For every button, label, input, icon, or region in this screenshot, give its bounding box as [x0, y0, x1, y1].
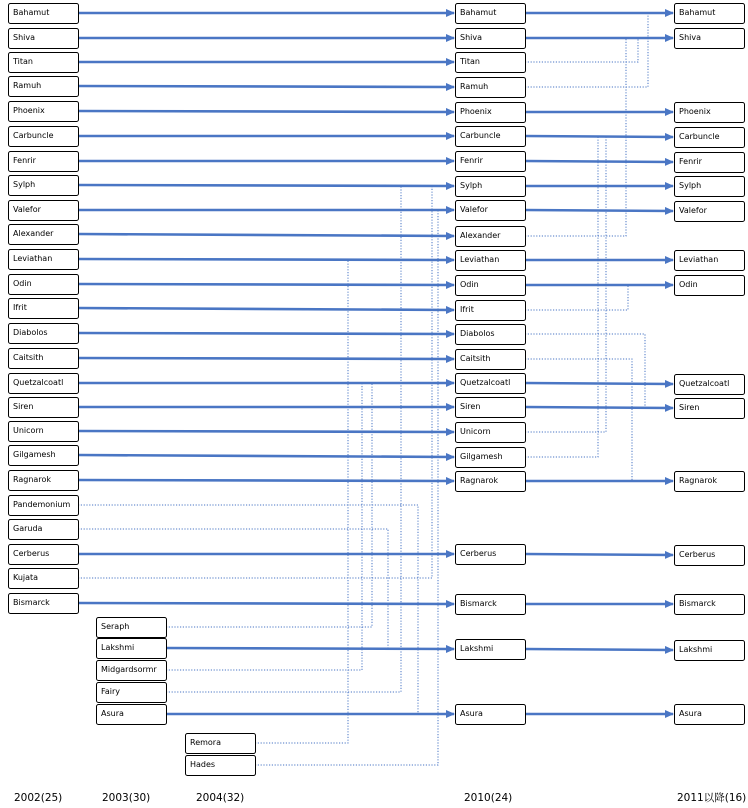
- node-label: Caitsith: [460, 354, 491, 363]
- node-a-siren: [9, 398, 79, 418]
- node-d-quetzalcoatl: [456, 374, 526, 394]
- node-e-valefor: [675, 202, 745, 222]
- node-d-carbuncle: [456, 127, 526, 147]
- node-label: Caitsith: [13, 353, 44, 362]
- arrow-d_lakshmi-to-e_lakshmi: [525, 649, 673, 650]
- node-label: Ragnarok: [13, 475, 51, 484]
- node-label: Shiva: [460, 33, 483, 42]
- node-b-fairy: [97, 683, 167, 703]
- node-a-quetzalcoatl: [9, 374, 79, 394]
- node-a-ifrit: [9, 299, 79, 319]
- node-label: Kujata: [13, 573, 39, 582]
- node-label: Leviathan: [460, 255, 500, 264]
- node-d-asura: [456, 705, 526, 725]
- node-label: Phoenix: [460, 107, 492, 116]
- dotted-connector-b_fairy-to-d_sylph: [166, 186, 401, 692]
- node-a-garuda: [9, 520, 79, 540]
- node-label: Titan: [13, 57, 33, 66]
- node-label: Valefor: [13, 205, 41, 214]
- node-label: Phoenix: [13, 106, 45, 115]
- node-d-leviathan: [456, 251, 526, 271]
- arrow-a_leviathan-to-d_leviathan: [78, 259, 454, 260]
- node-label: Carbuncle: [679, 132, 720, 141]
- node-label: Odin: [679, 280, 698, 289]
- dotted-connector-c_hades-to-d_valefor: [255, 210, 438, 765]
- node-label: Fenrir: [679, 157, 702, 166]
- node-label: Sylph: [460, 181, 483, 190]
- node-a-pandemonium: [9, 496, 79, 516]
- node-label: Fenrir: [460, 156, 483, 165]
- node-a-bismarck: [9, 594, 79, 614]
- node-label: Bismarck: [460, 599, 497, 608]
- year-label-y2010: 2010(24): [464, 792, 513, 804]
- node-label: Phoenix: [679, 107, 711, 116]
- node-e-quetzalcoatl: [675, 375, 745, 395]
- arrow-d_siren-to-e_siren: [525, 407, 673, 408]
- node-a-titan: [9, 53, 79, 73]
- node-label: Pandemonium: [13, 500, 71, 509]
- node-a-diabolos: [9, 324, 79, 344]
- node-label: Diabolos: [13, 328, 48, 337]
- arrow-a_unicorn-to-d_unicorn: [78, 431, 454, 432]
- node-d-odin: [456, 276, 526, 296]
- node-label: Valefor: [679, 206, 707, 215]
- node-label: Odin: [460, 280, 479, 289]
- node-label: Quetzalcoatl: [460, 378, 511, 387]
- node-label: Cerberus: [13, 549, 50, 558]
- node-a-leviathan: [9, 250, 79, 270]
- arrow-a_ramuh-to-d_ramuh: [78, 86, 454, 87]
- arrow-a_alexander-to-d_alexander: [78, 234, 454, 236]
- node-d-sylph: [456, 177, 526, 197]
- node-d-ragnarok: [456, 472, 526, 492]
- node-label: Fairy: [101, 687, 121, 696]
- year-label-y2003: 2003(30): [102, 792, 151, 804]
- node-label: Garuda: [13, 524, 43, 533]
- node-label: Sylph: [679, 181, 702, 190]
- node-a-phoenix: [9, 102, 79, 122]
- node-d-phoenix: [456, 103, 526, 123]
- node-label: Cerberus: [679, 550, 716, 559]
- arrow-a_odin-to-d_odin: [78, 284, 454, 285]
- node-e-ragnarok: [675, 472, 745, 492]
- node-label: Odin: [13, 279, 32, 288]
- node-label: Carbuncle: [13, 131, 54, 140]
- node-e-lakshmi: [675, 641, 745, 661]
- node-c-hades: [186, 756, 256, 776]
- year-label-layer: [14, 791, 746, 804]
- node-d-unicorn: [456, 423, 526, 443]
- dotted-connector-d_ramuh-to-e_bahamut: [525, 13, 648, 87]
- node-layer: [9, 4, 745, 776]
- node-label: Quetzalcoatl: [13, 378, 64, 387]
- node-d-lakshmi: [456, 640, 526, 660]
- node-label: Siren: [679, 403, 700, 412]
- node-e-carbuncle: [675, 128, 745, 148]
- node-d-shiva: [456, 29, 526, 49]
- arrow-a_ragnarok-to-d_ragnarok: [78, 480, 454, 481]
- node-e-cerberus: [675, 546, 745, 566]
- node-b-asura: [97, 705, 167, 725]
- node-label: Alexander: [13, 229, 54, 238]
- node-a-cerberus: [9, 545, 79, 565]
- node-a-carbuncle: [9, 127, 79, 147]
- node-a-ramuh: [9, 77, 79, 97]
- node-d-valefor: [456, 201, 526, 221]
- node-d-ifrit: [456, 301, 526, 321]
- node-e-sylph: [675, 177, 745, 197]
- node-label: Sylph: [13, 180, 36, 189]
- node-e-siren: [675, 399, 745, 419]
- node-b-lakshmi: [97, 639, 167, 659]
- year-label-y2004: 2004(32): [196, 792, 245, 804]
- node-d-ramuh: [456, 78, 526, 98]
- node-a-gilgamesh: [9, 446, 79, 466]
- node-label: Seraph: [101, 622, 130, 631]
- node-label: Shiva: [13, 33, 36, 42]
- arrow-a_phoenix-to-d_phoenix: [78, 111, 454, 112]
- node-label: Carbuncle: [460, 131, 501, 140]
- node-label: Asura: [460, 709, 483, 718]
- arrow-a_sylph-to-d_sylph: [78, 185, 454, 186]
- node-a-odin: [9, 275, 79, 295]
- dotted-connector-d_diabolos-to-e_siren: [525, 334, 645, 408]
- year-label-y2002: 2002(25): [14, 792, 63, 804]
- node-label: Leviathan: [679, 255, 719, 264]
- node-label: Quetzalcoatl: [679, 379, 730, 388]
- node-label: Bismarck: [13, 598, 50, 607]
- node-e-phoenix: [675, 103, 745, 123]
- node-a-unicorn: [9, 422, 79, 442]
- node-d-bismarck: [456, 595, 526, 615]
- node-e-bismarck: [675, 595, 745, 615]
- node-label: Bahamut: [13, 8, 50, 17]
- node-label: Gilgamesh: [13, 450, 56, 459]
- node-label: Hades: [190, 760, 216, 769]
- node-d-fenrir: [456, 152, 526, 172]
- node-label: Bahamut: [460, 8, 497, 17]
- node-label: Unicorn: [460, 427, 491, 436]
- node-label: Gilgamesh: [460, 452, 503, 461]
- node-label: Remora: [190, 738, 221, 747]
- node-d-titan: [456, 53, 526, 73]
- node-a-sylph: [9, 176, 79, 196]
- node-label: Titan: [460, 57, 480, 66]
- node-label: Ragnarok: [460, 476, 498, 485]
- node-d-cerberus: [456, 545, 526, 565]
- arrow-d_fenrir-to-e_fenrir: [525, 161, 673, 162]
- arrow-a_bismarck-to-d_bismarck: [78, 603, 454, 604]
- node-label: Valefor: [460, 205, 488, 214]
- arrow-a_caitsith-to-d_caitsith: [78, 358, 454, 359]
- arrow-a_gilgamesh-to-d_gilgamesh: [78, 455, 454, 457]
- node-label: Cerberus: [460, 549, 497, 558]
- node-a-fenrir: [9, 152, 79, 172]
- node-label: Leviathan: [13, 254, 53, 263]
- node-label: Bismarck: [679, 599, 716, 608]
- arrow-b_lakshmi-to-d_lakshmi: [166, 648, 454, 649]
- node-label: Ragnarok: [679, 476, 717, 485]
- solid-edge-layer: [78, 13, 673, 714]
- node-d-diabolos: [456, 325, 526, 345]
- node-label: Midgardsormr: [101, 665, 157, 674]
- node-label: Asura: [101, 709, 124, 718]
- node-label: Ifrit: [13, 303, 27, 312]
- node-a-bahamut: [9, 4, 79, 24]
- node-label: Lakshmi: [460, 644, 494, 653]
- dotted-connector-d_caitsith-to-e_ragnarok: [525, 359, 632, 481]
- node-e-fenrir: [675, 153, 745, 173]
- arrow-a_diabolos-to-d_diabolos: [78, 333, 454, 334]
- node-label: Lakshmi: [101, 643, 135, 652]
- node-a-shiva: [9, 29, 79, 49]
- node-b-midgardsormr: [97, 661, 167, 681]
- node-d-gilgamesh: [456, 448, 526, 468]
- node-label: Ramuh: [460, 82, 489, 91]
- node-label: Unicorn: [13, 426, 44, 435]
- node-e-leviathan: [675, 251, 745, 271]
- node-label: Bahamut: [679, 8, 716, 17]
- node-label: Ramuh: [13, 81, 42, 90]
- node-label: Ifrit: [460, 305, 474, 314]
- node-label: Diabolos: [460, 329, 495, 338]
- node-d-alexander: [456, 227, 526, 247]
- node-e-bahamut: [675, 4, 745, 24]
- node-a-ragnarok: [9, 471, 79, 491]
- node-label: Alexander: [460, 231, 501, 240]
- arrow-a_ifrit-to-d_ifrit: [78, 308, 454, 310]
- arrow-d_cerberus-to-e_cerberus: [525, 554, 673, 555]
- node-c-remora: [186, 734, 256, 754]
- node-label: Lakshmi: [679, 645, 713, 654]
- node-d-bahamut: [456, 4, 526, 24]
- node-e-odin: [675, 276, 745, 296]
- node-e-asura: [675, 705, 745, 725]
- arrow-d_carbuncle-to-e_carbuncle: [525, 136, 673, 137]
- dotted-connector-d_ifrit-to-e_odin: [525, 285, 628, 310]
- node-a-caitsith: [9, 349, 79, 369]
- node-label: Asura: [679, 709, 702, 718]
- node-a-valefor: [9, 201, 79, 221]
- node-label: Siren: [13, 402, 34, 411]
- node-a-alexander: [9, 225, 79, 245]
- node-label: Siren: [460, 402, 481, 411]
- node-d-caitsith: [456, 350, 526, 370]
- node-d-siren: [456, 398, 526, 418]
- node-label: Shiva: [679, 33, 702, 42]
- node-e-shiva: [675, 29, 745, 49]
- year-label-y2011: 2011以降(16): [677, 792, 747, 804]
- node-b-seraph: [97, 618, 167, 638]
- arrow-d_valefor-to-e_valefor: [525, 210, 673, 211]
- node-label: Fenrir: [13, 156, 36, 165]
- dotted-connector-d_titan-to-e_shiva: [525, 38, 638, 62]
- arrow-d_quetzalcoatl-to-e_quetzalcoatl: [525, 383, 673, 384]
- node-a-kujata: [9, 569, 79, 589]
